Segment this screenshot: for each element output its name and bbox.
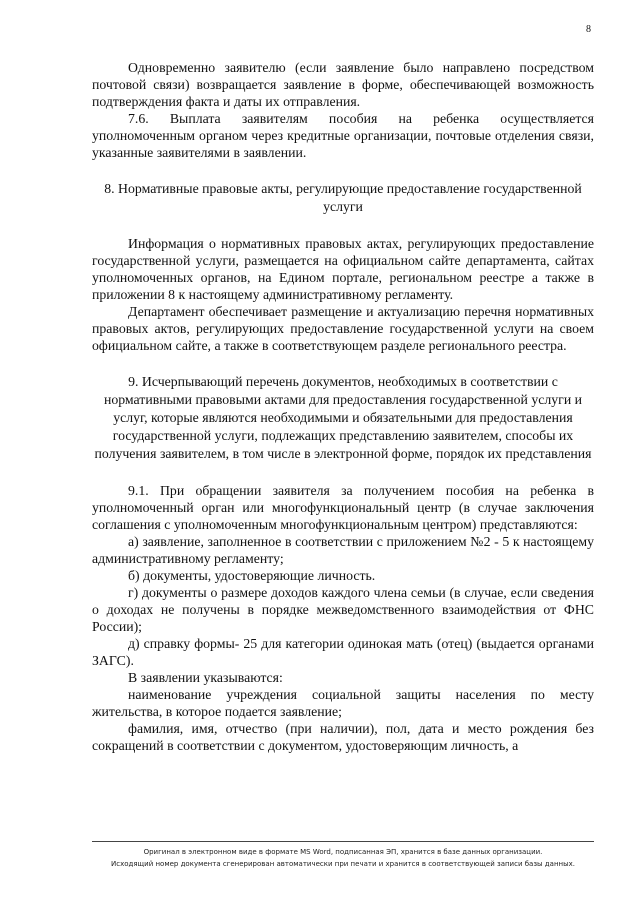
list-item: б) документы, удостоверяющие личность. bbox=[128, 568, 376, 583]
list-item: д) справку формы- 25 для категории одинокая мать (отец) (выдается органами ЗАГС). bbox=[92, 636, 594, 668]
section-heading-8: 8. Нормативные правовые акты, регулирующие предоставление государственной услуги bbox=[104, 181, 582, 214]
section-heading-9: 9. Исчерпывающий перечень документов, необходимых в соответствии с нормативными правовыми актами для предоставления государственной услуги и услуг, которые являются необходимыми и обязательными для предоставления государственной услуги, подлежащих представлению заявителем, способы их получения заявителем, в том числе в электронной форме, порядок их представления bbox=[94, 374, 592, 461]
page-number: 8 bbox=[586, 24, 591, 35]
paragraph: 9.1. При обращении заявителя за получением пособия на ребенка в уполномоченный орган или многофункциональный центр (в случае заключения соглашения с уполномоченным многофункциональным центром) представляются: bbox=[92, 483, 594, 532]
page-footer bbox=[92, 841, 594, 870]
list-item: а) заявление, заполненное в соответствии с приложением №2 - 5 к настоящему административному регламенту; bbox=[92, 534, 594, 566]
paragraph: Департамент обеспечивает размещение и актуализацию перечня нормативных правовых актов, регулирующих предоставление государственной услуги на своем официальном сайте, а также в соответствующем разделе регионального реестра. bbox=[92, 304, 594, 353]
paragraph: Одновременно заявителю (если заявление было направлено посредством почтовой связи) возвращается заявление в форме, обеспечивающей возможность подтверждения факта и даты их отправления. bbox=[92, 60, 594, 109]
paragraph: фамилия, имя, отчество (при наличии), пол, дата и место рождения без сокращений в соответствии с документом, удостоверяющим личность, а bbox=[92, 721, 594, 753]
paragraph: 7.6. Выплата заявителям пособия на ребенка осуществляется уполномоченным органом через кредитные организации, почтовые отделения связи, указанные заявителями в заявлении. bbox=[92, 111, 594, 160]
paragraph: В заявлении указываются: bbox=[128, 670, 283, 685]
paragraph: Информация о нормативных правовых актах, регулирующих предоставление государственной услуги, размещается на официальном сайте департамента, сайтах уполномоченных органов, на Едином портале, региональном реестре а также в приложении 8 к настоящему административному регламенту. bbox=[92, 236, 594, 302]
footer-line: Оригинал в электронном виде в формате MS Word, подписанная ЭП, хранится в базе данных организации. bbox=[143, 848, 543, 856]
document-body bbox=[92, 59, 594, 754]
list-item: г) документы о размере доходов каждого члена семьи (в случае, если сведения о доходах не получены в порядке межведомственного взаимодействия от ФНС России); bbox=[92, 585, 594, 634]
paragraph: наименование учреждения социальной защиты населения по месту жительства, в которое подается заявление; bbox=[92, 687, 594, 719]
footer-line: Исходящий номер документа сгенерирован автоматически при печати и хранится в соответствующей записи базы данных. bbox=[111, 860, 575, 868]
